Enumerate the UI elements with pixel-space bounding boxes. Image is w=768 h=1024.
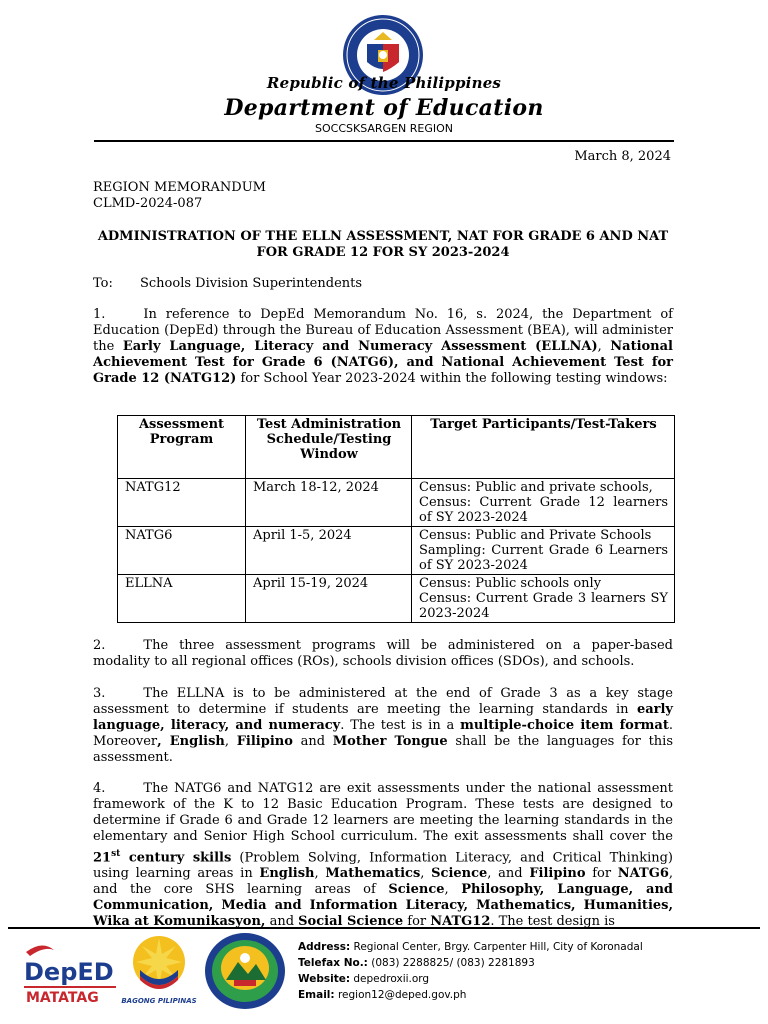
bold-run: 21 [93,850,112,866]
text-run: . Moreover [93,718,674,749]
bold-run: Filipino [236,734,293,749]
address-line [298,939,643,955]
bold-run: century skills [120,850,232,866]
bold-run: Mathematics [325,866,421,882]
text-run: The ELLNA is to be administered at the end of Grade 3 as a key stage assessment to determine if students are meeting the learning standards in [93,686,673,717]
cell-program: NATG12 [118,479,246,527]
memo-type: REGION MEMORANDUM [93,180,266,195]
text-run: (Problem Solving, Information Literacy, and Critical Thinking) using learning areas in [93,850,673,882]
department-heading: Department of Education [224,95,544,121]
paragraph-number: 3. [93,686,106,701]
to-label: To: [93,276,113,291]
memo-header [93,180,266,212]
cell-window: April 15-19, 2024 [246,575,412,623]
bold-run: NATG6 [617,866,669,882]
email-link[interactable]: region12@deped.gov.ph [337,989,467,1001]
participants-line: Census: Public and private schools, [419,480,653,495]
cell-participants [412,479,675,527]
text-run: shall be the languages for this assessment. [93,734,674,765]
paragraph-1 [93,307,673,387]
email-line [298,987,643,1003]
paragraph-number: 2. [93,638,106,653]
table-row [118,575,675,623]
text-run: , and the core SHS learning areas of [93,866,674,898]
text-run: . The test design is [490,914,615,930]
bold-run: Early Language, Literacy and Numeracy Assessment (ELLNA) [122,339,598,354]
bagong-pilipinas-text: BAGONG PILIPINAS [121,997,197,1005]
region-xii-seal-logo [204,932,286,1010]
memo-date: March 8, 2024 [574,149,671,164]
cell-participants [412,575,675,623]
text-run: , and [487,866,530,882]
text-run: , [224,734,237,749]
bold-run: Social Science [298,914,404,930]
text-run: for [585,866,618,882]
memo-title-line2: FOR GRADE 12 FOR SY 2023-2024 [256,245,510,260]
cell-participants [412,527,675,575]
memo-number: CLMD-2024-087 [93,196,203,211]
text-run: for School Year 2023-2024 within the following testing windows: [236,371,668,386]
bold-run: NATG12 [430,914,491,930]
bold-run: Science [431,866,488,882]
bagong-pilipinas-logo [118,932,200,1006]
bold-run: , English [157,734,225,749]
paragraph-number: 4. [93,781,106,796]
bold-run: Science [388,882,445,898]
bold-run: Mother Tongue [332,734,448,749]
to-value: Schools Division Superintendents [140,276,363,291]
text-run: , [420,866,432,882]
cell-program: ELLNA [118,575,246,623]
bold-run: multiple-choice item format [460,718,669,733]
memo-title [93,229,673,261]
text-run: and [292,734,333,749]
bold-run: Philosophy, Language, and Communication, Media and Information Literacy, Mathematics, Humanities, Wika at Komunikasyon, [93,882,674,930]
header-assessment-program: Assessment Program [118,416,246,479]
text-run: The NATG6 and NATG12 are exit assessments under the national assessment framework of the K to 12 Basic Education Program. These tests are designed to determine if Grade 6 and Grade 12 learners are meeting the learning standards in the elementary and Senior High School curriculum. The exit assessments shall cover the [93,781,673,844]
testing-schedule-table [117,415,675,623]
deped-logo-text: DepED [24,958,114,986]
text-run: , [597,339,611,354]
bold-run: National Achievement Test for Grade 6 (NATG6), and National Achievement Test for Grade 12 (NATG12) [93,339,673,386]
website-label: Website: [298,973,351,985]
paragraph-3 [93,686,673,766]
header-test-window: Test Administration Schedule/Testing Window [246,416,412,479]
address-value: Regional Center, Brgy. Carpenter Hill, City of Koronadal [353,941,643,953]
bold-run: st [111,849,121,859]
matatag-logo-text: MATATAG [26,990,99,1006]
text-run: , [314,866,326,882]
telefax-line [298,955,643,971]
republic-heading: Republic of the Philippines [266,74,502,92]
participants-line: Census: Public and Private Schools [419,528,652,543]
table-row [118,479,675,527]
participants-line: Sampling: Current Grade 6 Learners of SY 2023-2024 [419,543,668,573]
participants-line: Census: Public schools only [419,576,602,591]
telefax-label: Telefax No.: [298,957,368,969]
participants-line: Census: Current Grade 12 learners of SY 2023-2024 [419,495,668,525]
paragraph-2 [93,638,673,670]
memo-title-line1: ADMINISTRATION OF THE ELLN ASSESSMENT, NAT FOR GRADE 6 AND NAT [97,229,669,244]
cell-window: April 1-5, 2024 [246,527,412,575]
text-run: The three assessment programs will be administered on a paper-based modality to all regional offices (ROs), schools division offices (SDOs), and schools. [93,638,673,669]
bold-run: Filipino [529,866,586,882]
table-header-row [118,416,675,479]
text-run: , [444,882,462,898]
participants-line: Census: Current Grade 3 learners SY 2023-2024 [419,591,668,621]
recipient-line [93,276,362,292]
region-heading: SOCCSKSARGEN REGION [315,122,453,135]
header-divider [94,140,674,142]
deped-matatag-logo [20,938,120,1008]
bold-run: English [259,866,315,882]
text-run: . The test is in a [340,718,461,733]
paragraph-number: 1. [93,307,106,322]
footer-divider [8,927,760,929]
telefax-value: (083) 2288825/ (083) 2281893 [371,957,535,969]
header-target-participants: Target Participants/Test-Takers [412,416,675,479]
contact-info [298,939,643,1003]
paragraph-4 [93,781,673,930]
cell-window: March 18-12, 2024 [246,479,412,527]
address-label: Address: [298,941,351,953]
text-run: In reference to DepEd Memorandum No. 16, s. 2024, the Department of Education (DepEd) through the Bureau of Education Assessment (BEA), will administer the [93,307,673,354]
text-run: and [265,914,299,930]
text-run: for [403,914,431,930]
website-link[interactable]: depedroxii.org [353,973,430,985]
email-label: Email: [298,989,335,1001]
website-line [298,971,643,987]
bold-run: early language, literacy, and numeracy [93,702,673,733]
cell-program: NATG6 [118,527,246,575]
table-row [118,527,675,575]
